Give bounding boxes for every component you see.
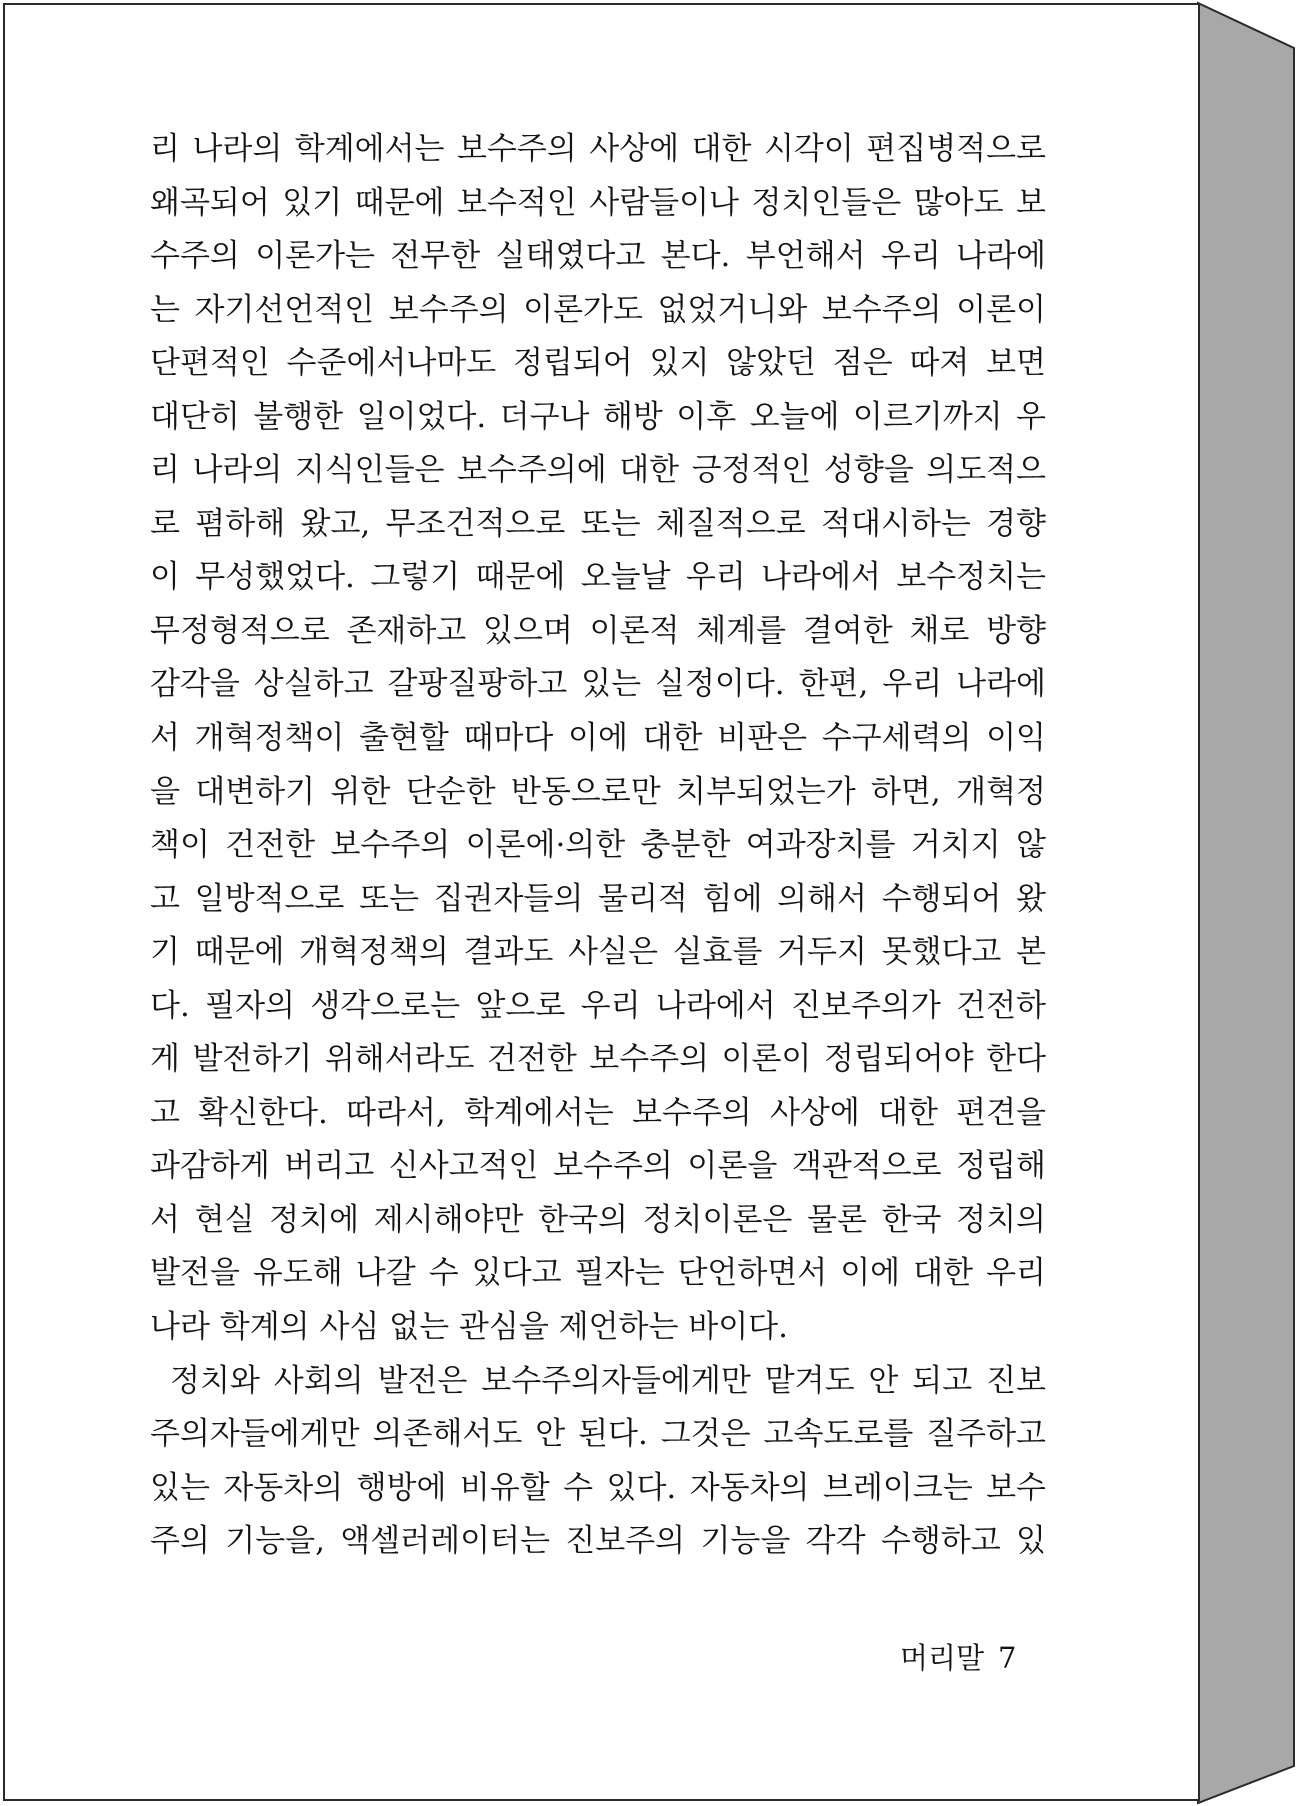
page-body-text	[150, 123, 1046, 1569]
text-line: 로 폄하해 왔고, 무조건적으로 또는 체질적으로 적대시하는 경향	[150, 505, 1046, 542]
text-line-paragraph-end: 나라 학계의 사심 없는 관심을 제언하는 바이다.	[150, 1309, 788, 1346]
text-line: 감각을 상실하고 갈팡질팡하고 있는 실정이다. 한편, 우리 나라에	[150, 666, 1046, 703]
text-line: 서 개혁정책이 출현할 때마다 이에 대한 비판은 수구세력의 이익	[150, 720, 1046, 757]
page-footer	[900, 1636, 1017, 1680]
text-line: 리 나라의 학계에서는 보수주의 사상에 대한 시각이 편집병적으로	[150, 131, 1046, 167]
text-line: 왜곡되어 있기 때문에 보수적인 사람들이나 정치인들은 많아도 보	[150, 184, 1046, 221]
text-line: 을 대변하기 위한 단순한 반동으로만 치부되었는가 하면, 개혁정	[150, 773, 1046, 810]
page-number: 7	[998, 1641, 1017, 1675]
text-line: 이 무성했었다. 그렇기 때문에 오늘날 우리 나라에서 보수정치는	[150, 559, 1046, 596]
text-line: 기 때문에 개혁정책의 결과도 사실은 실효를 거두지 못했다고 본	[150, 934, 1046, 971]
text-line: 발전을 유도해 나갈 수 있다고 필자는 단언하면서 이에 대한 우리	[150, 1255, 1046, 1292]
text-line: 리 나라의 지식인들은 보수주의에 대한 긍정적인 성향을 의도적으	[150, 452, 1046, 489]
text-line: 서 현실 정치에 제시해야만 한국의 정치이론은 물론 한국 정치의	[150, 1201, 1046, 1238]
text-line: 다. 필자의 생각으로는 앞으로 우리 나라에서 진보주의가 건전하	[150, 987, 1046, 1024]
text-line: 대단히 불행한 일이었다. 더구나 해방 이후 오늘에 이르기까지 우	[150, 398, 1046, 435]
text-line: 단편적인 수준에서나마도 정립되어 있지 않았던 점은 따져 보면	[150, 345, 1046, 382]
text-line: 책이 건전한 보수주의 이론에·의한 충분한 여과장치를 거치지 않	[150, 827, 1046, 864]
text-line: 수주의 이론가는 전무한 실태였다고 본다. 부언해서 우리 나라에	[150, 238, 1046, 275]
text-line: 고 일방적으로 또는 집권자들의 물리적 힘에 의해서 수행되어 왔	[150, 880, 1046, 917]
running-section-title: 머리말	[900, 1641, 985, 1675]
text-line: 고 확신한다. 따라서, 학계에서는 보수주의 사상에 대한 편견을	[150, 1094, 1046, 1131]
text-line: 무정형적으로 존재하고 있으며 이론적 체계를 결여한 채로 방향	[150, 612, 1046, 649]
text-line: 있는 자동차의 행방에 비유할 수 있다. 자동차의 브레이크는 보수	[150, 1469, 1046, 1506]
text-line: 는 자기선언적인 보수주의 이론가도 없었거니와 보수주의 이론이	[150, 291, 1046, 328]
text-line: 주의 기능을, 액셀러레이터는 진보주의 기능을 각각 수행하고 있	[150, 1523, 1046, 1560]
text-line-paragraph-start: 정치와 사회의 발전은 보수주의자들에게만 맡겨도 안 되고 진보	[170, 1362, 1046, 1399]
text-line: 주의자들에게만 의존해서도 안 된다. 그것은 고속도로를 질주하고	[150, 1416, 1046, 1453]
text-line: 게 발전하기 위해서라도 건전한 보수주의 이론이 정립되어야 한다	[150, 1041, 1046, 1078]
text-line: 과감하게 버리고 신사고적인 보수주의 이론을 객관적으로 정립해	[150, 1148, 1046, 1185]
